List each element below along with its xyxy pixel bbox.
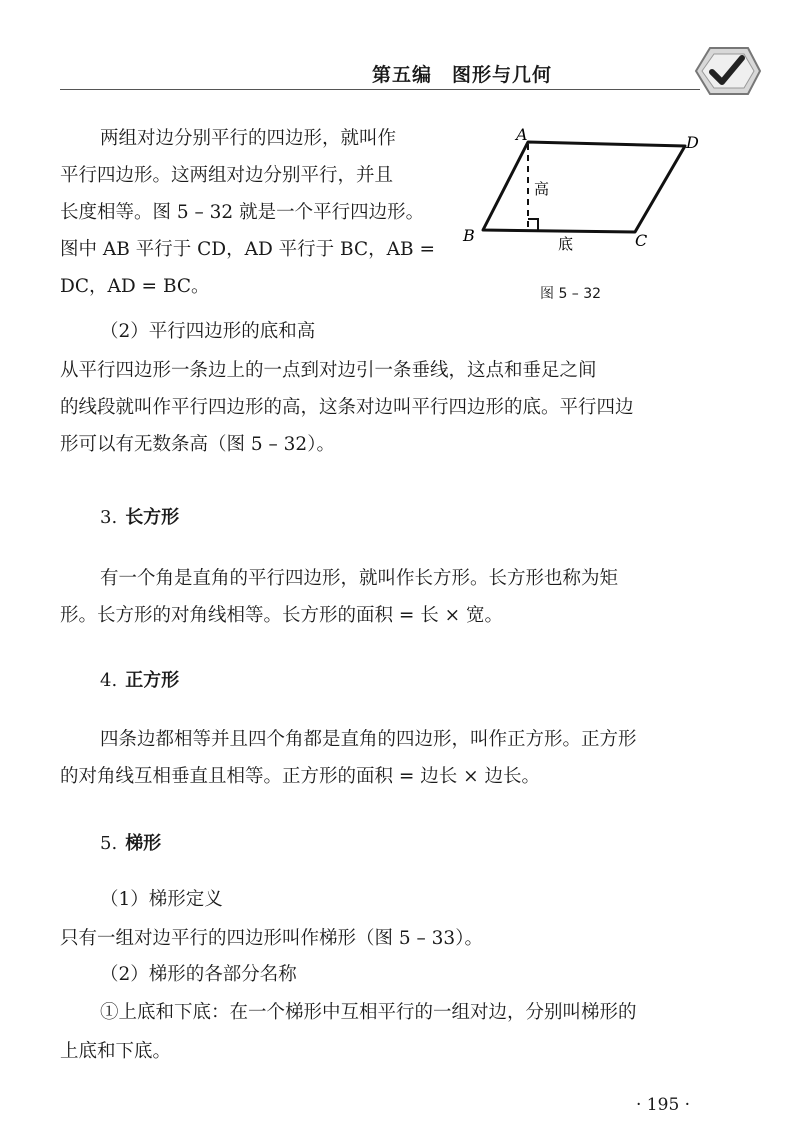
subheading-base-height: （2）平行四边形的底和高	[100, 321, 316, 342]
checkmark-badge-icon	[686, 42, 762, 100]
base-height-line-1: 从平行四边形一条边上的一点到对边引一条垂线，这点和垂足之间	[60, 360, 597, 381]
section-4-line-1: 四条边都相等并且四个角都是直角的四边形，叫作正方形。正方形	[100, 729, 637, 750]
section-4-number: 4.	[100, 670, 118, 691]
page-number: · 195 ·	[636, 1095, 691, 1115]
base-height-line-2: 的线段就叫作平行四边形的高，这条对边叫平行四边形的底。平行四边	[60, 397, 634, 418]
section-3-number: 3.	[100, 507, 118, 528]
section-4-line-2: 的对角线互相垂直且相等。正方形的面积 = 边长 × 边长。	[60, 766, 541, 787]
intro-line-3: 长度相等。图 5 – 32 就是一个平行四边形。	[60, 202, 425, 223]
section-5-heading	[100, 829, 161, 855]
section-4-title: 正方形	[125, 670, 180, 691]
trapezoid-parts-line-1: ①上底和下底：在一个梯形中互相平行的一组对边，分别叫梯形的	[100, 1002, 637, 1023]
intro-line-5: DC，AD = BC。	[60, 276, 210, 297]
base-height-line-3: 形可以有无数条高（图 5 – 32）。	[60, 434, 335, 455]
trapezoid-parts-heading: （2）梯形的各部分名称	[100, 964, 297, 985]
section-5-number: 5.	[100, 833, 118, 854]
section-3-heading	[100, 503, 179, 529]
parallelogram-figure	[460, 126, 720, 266]
section-3-line-1: 有一个角是直角的平行四边形，就叫作长方形。长方形也称为矩	[100, 568, 619, 589]
section-5-title: 梯形	[125, 833, 162, 854]
height-label: 高	[534, 180, 550, 198]
section-3-line-2: 形。长方形的对角线相等。长方形的面积 = 长 × 宽。	[60, 605, 504, 626]
header-divider	[60, 89, 700, 90]
parallelogram-shape	[483, 142, 685, 232]
vertex-label-a: A	[516, 126, 528, 144]
vertex-label-b: B	[463, 226, 475, 245]
intro-line-2: 平行四边形。这两组对边分别平行，并且	[60, 165, 394, 186]
trapezoid-definition-heading: （1）梯形定义	[100, 889, 223, 910]
vertex-label-c: C	[635, 231, 648, 250]
intro-line-4: 图中 AB 平行于 CD，AD 平行于 BC，AB =	[60, 239, 435, 260]
chapter-header-title: 第五编 图形与几何	[372, 64, 553, 86]
base-label: 底	[558, 235, 574, 253]
trapezoid-parts-line-2: 上底和下底。	[60, 1041, 172, 1062]
vertex-label-d: D	[686, 133, 699, 152]
trapezoid-definition-text: 只有一组对边平行的四边形叫作梯形（图 5 – 33）。	[60, 928, 483, 949]
figure-caption: 图 5 – 32	[540, 286, 602, 302]
intro-line-1: 两组对边分别平行的四边形，就叫作	[100, 128, 397, 149]
section-4-heading	[100, 666, 179, 692]
section-3-title: 长方形	[125, 507, 180, 528]
right-angle-mark	[528, 219, 538, 230]
